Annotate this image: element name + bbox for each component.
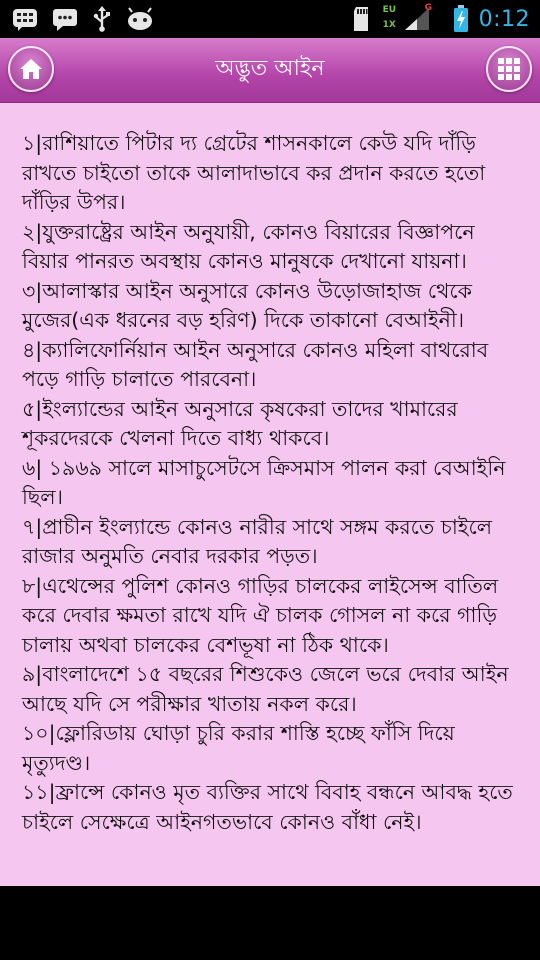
law-item: ১১|ফ্রান্সে কোনও মৃত ব্যক্তির সাথে বিবাহ বন্ধনে আবদ্ধ হতে চাইলে সেক্ষেত্রে আইনগতভাবে কোনও বাঁধা নেই। bbox=[22, 780, 513, 834]
law-item: ৪|ক্যালিফোর্নিয়ান আইন অনুসারে কোনও মহিলা বাথরোব পড়ে গাড়ি চালাতে পারবেনা। bbox=[22, 337, 489, 391]
law-item: ১|রাশিয়াতে পিটার দ্য গ্রেটের শাসনকালে কেউ যদি দাঁড়ি রাখতে চাইতো তাকে আলাদাভাবে কর প্রদান করতে হতো দাঁড়ির উপর। bbox=[22, 131, 486, 214]
battery-charging-icon bbox=[453, 5, 469, 33]
law-item: ৫|ইংল্যান্ডের আইন অনুসারে কৃষকেরা তাদের খামারের শূকরদেরকে খেলনা দিতে বাধ্য থাকবে। bbox=[22, 396, 458, 450]
bottom-blank-area bbox=[0, 886, 540, 960]
status-bar bbox=[0, 0, 540, 38]
message-icon bbox=[52, 7, 78, 31]
bbm-icon bbox=[12, 7, 38, 31]
home-icon bbox=[19, 58, 43, 80]
law-item: ৩|আলাস্কার আইন অনুসারে কোনও উড়োজাহাজ থেকে মুজের(এক ধরনের বড় হরিণ) দিকে তাকানো বেআইনী। bbox=[22, 278, 472, 332]
law-item: ৯|বাংলাদেশে ১৫ বছরের শিশুকেও জেলে ভরে দেবার আইন আছে যদি সে পরীক্ষার খাতায় নকল করে। bbox=[22, 662, 509, 716]
law-item: ৭|প্রাচীন ইংল্যান্ডে কোনও নারীর সাথে সঙ্গম করতে চাইলে রাজার অনুমতি নেবার দরকার পড়ত। bbox=[22, 514, 492, 568]
android-debug-icon bbox=[126, 7, 154, 31]
law-item: ১০|ফ্লোরিডায় ঘোড়া চুরি করার শাস্তি হচ্ছে ফাঁসি দিয়ে মৃত্যুদণ্ড। bbox=[22, 721, 455, 775]
status-notification-icons bbox=[12, 4, 154, 34]
page-title: অদ্ভুত আইন bbox=[215, 56, 325, 81]
grid-menu-icon bbox=[497, 57, 521, 81]
law-item: ২|যুক্তরাষ্ট্রের আইন অনুযায়ী, কোনও বিয়ারের বিজ্ঞাপনে বিয়ার পানরত অবস্থায় কোনও মানুষকে দেখানো যায়না। bbox=[22, 219, 475, 273]
status-system-icons bbox=[351, 2, 530, 36]
law-item: ৮|এথেন্সের পুলিশ কোনও গাড়ির চালকের লাইসেন্স বাতিল করে দেবার ক্ষমতা রাখে যদি ঐ চালক গোসল না করে গাড়ি চালায় অথবা চালকের বেশভূষা না ঠিক থাকে। bbox=[22, 573, 499, 657]
app-header bbox=[0, 38, 540, 103]
data-indicator: G bbox=[424, 3, 432, 13]
laws-scroll-view[interactable] bbox=[0, 103, 540, 886]
network-bottom-label: 1X bbox=[382, 20, 396, 30]
sd-card-icon bbox=[351, 5, 371, 33]
network-top-label: EU bbox=[382, 5, 397, 15]
menu-button[interactable] bbox=[486, 46, 532, 92]
status-clock: 0:12 bbox=[478, 6, 530, 32]
usb-icon bbox=[92, 6, 112, 32]
laws-list bbox=[0, 103, 540, 837]
home-button[interactable] bbox=[8, 46, 54, 92]
network-indicator bbox=[381, 3, 443, 35]
law-item: ৬| ১৯৬৯ সালে মাসাচুসেটসে ক্রিসমাস পালন করা বেআইনি ছিল। bbox=[22, 455, 506, 509]
